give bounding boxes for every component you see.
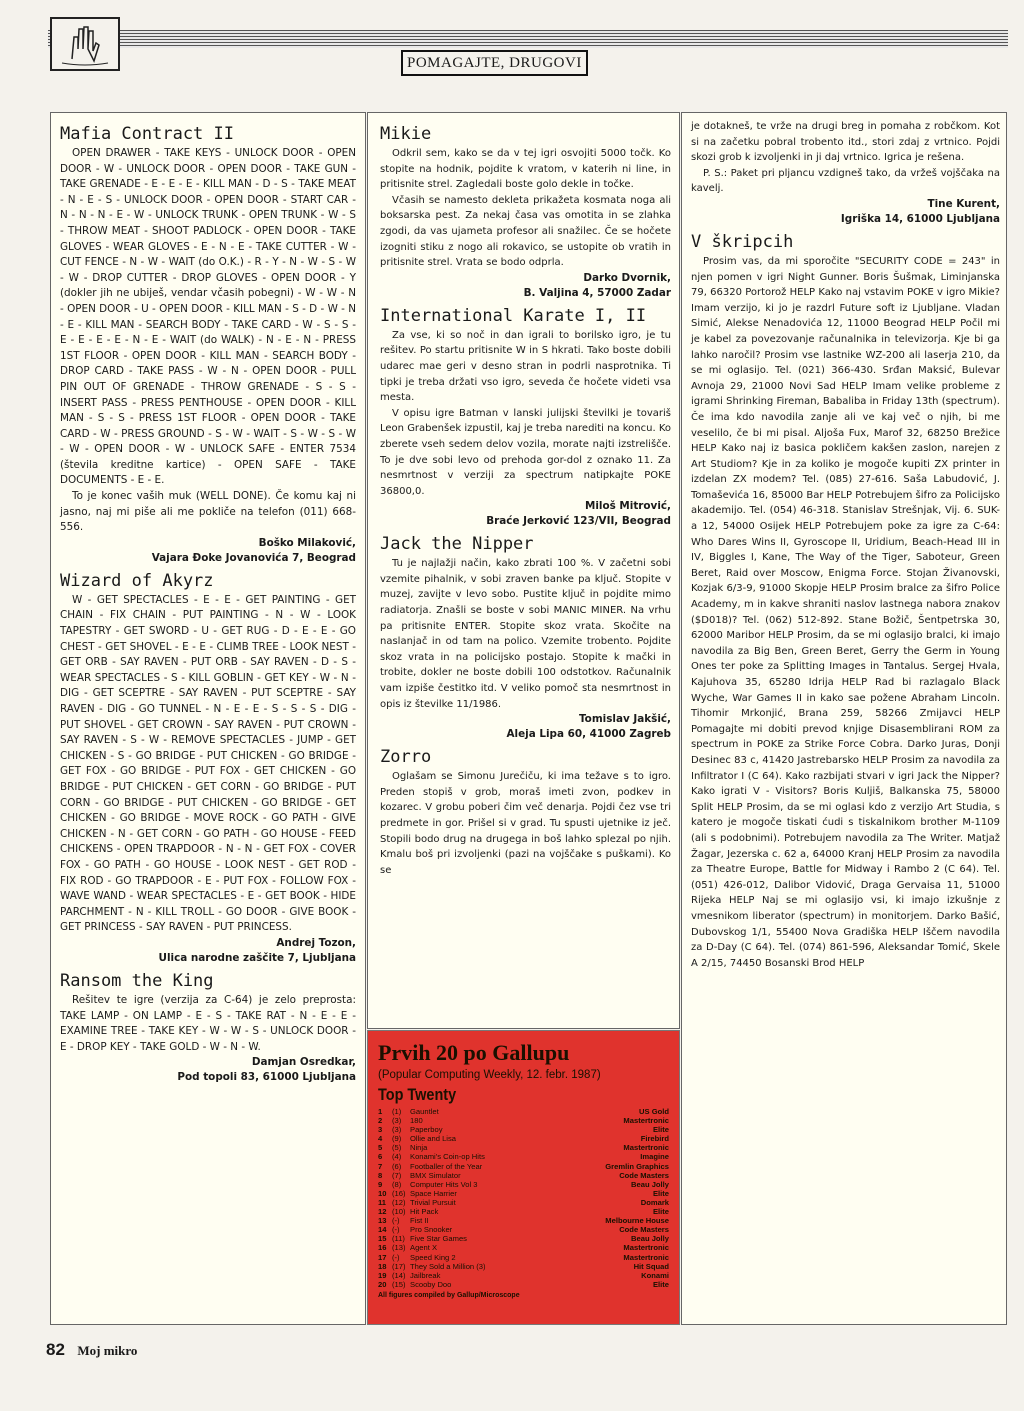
- chart-game-title: Computer Hits Vol 3: [410, 1179, 478, 1189]
- chart-game-title: Pro Snooker: [410, 1225, 453, 1235]
- chart-publisher: Hit Squad: [633, 1261, 669, 1271]
- article-title: Jack the Nipper: [380, 534, 534, 555]
- chart-prev-rank: (9): [392, 1134, 402, 1144]
- author-name: Darko Dvornik,: [583, 271, 671, 284]
- article-body: To je konec vaših muk (WELL DONE). Če komu kaj ni jasno, naj mi piše ali me pokliče na telefon (011) 668-556.: [60, 490, 356, 534]
- chart-rank: 6: [378, 1152, 383, 1162]
- column-logo: [50, 17, 120, 71]
- magazine-name: Moj mikro: [77, 1343, 138, 1358]
- chart-row: [378, 1125, 669, 1134]
- chart-prev-rank: (17): [392, 1261, 406, 1271]
- chart-rank: 2: [378, 1116, 383, 1126]
- author-name: Boško Milaković,: [258, 536, 356, 549]
- chart-row: [378, 1198, 669, 1207]
- article-body: Za vse, ki so noč in dan igrali to borilsko igro, je tu rešitev. Po startu pritisnite W in S hkrati. Tako boste dobili udarec mae geri v desno stran in podrli nasprotnika. Ti tipki je treba držati vso igro, seveda če hočete videti vsa mesta.: [380, 329, 671, 404]
- chart-row: [378, 1180, 669, 1189]
- chart-rank: 3: [378, 1125, 383, 1135]
- chart-rank: 14: [378, 1225, 387, 1235]
- chart-game-title: Konami's Coin-op Hits: [410, 1152, 485, 1162]
- column-middle: [367, 112, 680, 1029]
- article-body: V opisu igre Batman v lanski julijski številki je tovariš Leon Grabenšek izpustil, kaj je treba narediti na koncu. Ko zberete vseh sedem delov vozila, morate najti izstrelišče. To je dve sobi levo od prehoda gor-dol z oznako 11. Za nesmrtnost v verziji za spectrum natipkajte POKE 36800,0.: [380, 407, 671, 497]
- chart-rank: 10: [378, 1188, 387, 1198]
- chart-rank: 4: [378, 1134, 383, 1144]
- header-rule: [48, 30, 1008, 48]
- chart-rank: 19: [378, 1270, 387, 1280]
- chart-row: [378, 1162, 669, 1171]
- article-body: Oglašam se Simonu Jurečiču, ki ima težave s to igro. Preden stopiš v grob, moraš imeti zvon, podkev in kozarec. V grobu poberi čim več denarja. Pojdi čez vse tri predmete in gor. Prišel si v grad. Tu spusti ujetnike iz ječ. Stopili bodo drug na drugega in boš lahko splezal po njih. Kmalu boš pri izvoljenki (pazi na vojščake s puškami). Ko se: [380, 771, 671, 876]
- chart-rank: 9: [378, 1179, 383, 1189]
- article-title: Mafia Contract II: [60, 124, 234, 144]
- chart-row: [378, 1243, 669, 1252]
- chart-publisher: Code Masters: [619, 1170, 669, 1180]
- section-title: POMAGAJTE, DRUGOVI: [401, 50, 588, 76]
- chart-row: [378, 1171, 669, 1180]
- author-address: Braće Jerković 123/VII, Beograd: [486, 515, 671, 528]
- chart-publisher: Mastertronic: [623, 1243, 669, 1253]
- chart-rank: 1: [378, 1107, 383, 1116]
- chart-prev-rank: (7): [392, 1170, 402, 1180]
- chart-publisher: Elite: [652, 1125, 669, 1135]
- chart-subtitle: (Popular Computing Weekly, 12. febr. 1987): [378, 1069, 601, 1081]
- chart-prev-rank: (1): [392, 1107, 402, 1116]
- chart-publisher: Mastertronic: [623, 1143, 669, 1153]
- article-title: Wizard of Akyrz: [60, 570, 214, 591]
- chart-publisher: US Gold: [639, 1107, 669, 1116]
- author-address: Vajara Đoke Jovanovića 7, Beograd: [151, 551, 356, 564]
- article-body: Prosim vas, da mi sporočite "SECURITY CODE = 243" in njen pomen v igri Night Gunner. Boris Šušmak, Liminjanska 79, 66320 Portorož HELP Kako naj vstavim POKE v igro Mikie? Imam verzijo, ki jo je razdrl Future soft iz Ljubljane. Vladan Simić, Alekse Nenadovića 12, 11000 Beograd HELP Počil mi je kabel za povezovanje računalnika in televizorja. Kje bi ga lahko naročil? Prosim vse lastnike WZ-200 ali laserja 210, da se mi oglasijo. Tel. (021) 366-430. Srđan Maksić, Bulevar Avnoja 29, 21000 Novi Sad HELP Imam velike probleme z igrami Shrinking Fireman, Babaliba in Friday 13th (spectrum). Če ima kdo navodila zanje ali ve kaj več o njih, bi me veselilo, če bi mi pisal. Aljoša Fux, Marof 32, 68250 Brežice HELP Kako naj iz basica pokličem kakšen zaslon, narejen z Art Studiom? Kje in za koliko je mogoče kupiti ZX printer in izdelan ZX modem? Tel. (085) 27-616. Saša Labudović, J. Tomaševića 16, 85000 Bar HELP Potrebujem šifro za Policijsko akademijo. Tel. (054) 46-318. Stanislav Strešnjak, Vij. 6. SUK-a 12, 54000 Osijek HELP Potrebujem poke za igre za C-64: Who Dares Wins II, Gyroscope II, Uridium, Beach-Head III in IV, Biggles I, Kane, The Way of the Tiger, Saboteur, Green Beret, Raid over Moscow, Enigma Force. Stojan Živanovski, Kozjak 6/3-9, 91000 Skopje HELP Prosim bralce za šifro Police Academy, m in kakve shraniti naslov lastnega nabora znakov ($D018)? Tel. (062) 512-892. Stane Božič, Šentpetrska 30, 62000 Maribor HELP Prosim, da se mi oglasijo bralci, ki imajo navodila za Big Ben, Green Beret, Gerry the Germ in Young Ones ter poke za Splitting Images in Tantalus. Sergej Hvala, Kajuhova 35, 65280 Idrija HELP Rad bi razlagalo Black Wyche, War Games II in kako sae požene Abraham Lincoln. Tihomir Mrkonjić, Brana 259, 58266 Zmijavci HELP Pomagajte mi dobiti prevod knjige Disasemblirani ROM za spectrum in POKE za Strike Force Cobra. Darko Juras, Donji Desinec 83 c, 41420 Jastrebarsko HELP Prosim za navodila za Infiltrator I (C 64). Kako razbijati stvari v igri Jack the Nipper? Kako igrati V - Visitors? Boris Kuljiš, Balkanska 75, 58000 Split HELP Prosim, da se mi oglasi kdo z verzijo Art Studia, s katero je mogoče tiskati ćudi s tiskalnikom brother M-1109 (ali s podobnimi). Potrebujem navodila za The Writer. Matjaž Žagar, Jezerska c. 62 a, 64000 Kranj HELP Prosim za navodila za Theatre Europe, Battle for Midway i Rambo 2 (C 64). Tel. (051) 426-012, Dalibor Vidović, Draga Gervaisa 11, 51000 Rijeka HELP Naj se mi oglasijo vsi, ki imajo izkušnje z vmesnikom liberator (spectrum) in monitorjem. Darko Bašić, Dubovskog 1/1, 55400 Nova Gradiška HELP Iščem navodila za D-Day (C 64). Tel. (074) 861-596, Aleksandar Tomić, Skele A 2/15, 74450 Bosanski Brod HELP: [691, 255, 1000, 969]
- chart-row: [378, 1234, 669, 1243]
- chart-rank: 18: [378, 1261, 387, 1271]
- chart-game-title: Jailbreak: [410, 1270, 441, 1280]
- chart-prev-rank: (3): [392, 1125, 402, 1135]
- chart-game-title: Agent X: [410, 1243, 438, 1253]
- help-hand-icon: [52, 19, 118, 69]
- chart-publisher: Gremlin Graphics: [605, 1161, 669, 1171]
- chart-prev-rank: (-): [392, 1216, 400, 1226]
- chart-rank: 5: [378, 1143, 383, 1153]
- author-name: Miloš Mitrović,: [585, 500, 671, 513]
- chart-game-title: Hit Pack: [410, 1207, 439, 1217]
- chart-row: [378, 1107, 669, 1116]
- chart-rank: 17: [378, 1252, 387, 1262]
- chart-row: [378, 1225, 669, 1234]
- author-name: Tine Kurent,: [927, 197, 1000, 210]
- chart-publisher: Melbourne House: [605, 1216, 669, 1226]
- chart-publisher: Imagine: [640, 1152, 669, 1162]
- chart-rank: 13: [378, 1216, 387, 1226]
- chart-game-title: 180: [410, 1116, 423, 1126]
- chart-prev-rank: (8): [392, 1179, 402, 1189]
- author-address: B. Valjina 4, 57000 Zadar: [523, 286, 671, 299]
- article-body: Tu je najlažji način, kako zbrati 100 %. V začetni sobi vzemite pihalnik, v sobi zraven banke pa ključ. Stopite v muzej, zavijte v levo sobo. Pustite ključ in pojdite mimo radiatorja. Znašli se boste v sobi MANIC MINER. Na vrhu pa pritisnite ENTER. Stopite skoz vrata. Skočite na naslanjač in od tam na polico. Vzemite trobento. Pojdite skoz vrata in na policijsko postajo. Stopite k mački in trobite, dokler ne boste dobili 100 odstotkov. Računalnik vam izpiše čestitko itd. V veliko pomoč sta nesmrtnost in opis iz številke 11/1986.: [380, 558, 671, 710]
- article-body: W - GET SPECTACLES - E - E - GET PAINTING - GET CHAIN - FIX CHAIN - PUT PAINTING - N - W - LOOK TAPESTRY - GET SWORD - U - GET RUG - D - E - E - GO CHEST - GET SHOVEL - E - E - CLIMB TREE - LOOK NEST - GET ORB - SAY RAVEN - PUT ORB - SAY RAVEN - D - S - WEAR SPECTACLES - S - KILL GOBLIN - GET KEY - W - N - DIG - GET SCEPTRE - SAY RAVEN - PUT SCEPTRE - SAY RAVEN - DIG - GO TUNNEL - N - E - E - S - S - S - DIG - PUT SHOVEL - GET CROWN - SAY RAVEN - PUT CROWN - SAY RAVEN - S - W - REMOVE SPECTACLES - JUMP - GET CHICKEN - S - GO BRIDGE - PUT CHICKEN - GO BRIDGE - GET FOX - GO BRIDGE - PUT FOX - GET CHICKEN - GO BRIDGE - PUT CHICKEN - GET CORN - GO BRIDGE - PUT CORN - GO BRIDGE - PUT CHICKEN - GO BRIDGE - GET CHICKEN - GO BRIDGE - MOVE ROCK - GO PATH - GIVE CHICKEN - N - GET CORN - GO PATH - GO HOUSE - FEED CHICKENS - OPEN TRAPDOOR - N - N - GET FOX - COVER FOX - GO PATH - GO HOUSE - LOOK NEST - GET ROD - FIX ROD - GO TRAPDOOR - E - PUT FOX - FOLLOW FOX - WAVE WAND - WEAR SPECTACLES - E - GET BOOK - HIDE PARCHMENT - N - KILL TROLL - GO DOOR - GIVE BOOK - GET PRINCESS - SAY RAVEN - PUT PRINCESS.: [60, 593, 356, 934]
- chart-game-title: Footballer of the Year: [410, 1161, 483, 1171]
- chart-list: [378, 1107, 669, 1289]
- chart-game-title: Paperboy: [410, 1125, 443, 1135]
- chart-rank: 16: [378, 1243, 387, 1253]
- column-left: [50, 112, 366, 1325]
- chart-game-title: Space Harrier: [410, 1188, 457, 1198]
- chart-prev-rank: (4): [392, 1152, 402, 1162]
- chart-publisher: Elite: [652, 1188, 669, 1198]
- article-body: OPEN DRAWER - TAKE KEYS - UNLOCK DOOR - OPEN DOOR - W - UNLOCK DOOR - OPEN DOOR - TAKE GUN - TAKE GRENADE - E - E - E - KILL MAN - D - S - TAKE MEAT - N - E - S - UNLOCK DOOR - OPEN DOOR - START CAR - N - N - N - E - W - UNLOCK TRUNK - OPEN TRUNK - W - S - THROW MEAT - SHOOT PADLOCK - OPEN DOOR - TAKE GLOVES - WEAR GLOVES - E - N - E - TAKE CUTTER - W - CUT FENCE - N - W - WAIT (do O.K.) - R - Y - N - W - S - W - W - DROP CUTTER - DROP GLOVES - OPEN DOOR - Y (dokler jih ne ubiješ, vendar včasih pobegni) - W - W - N - OPEN DOOR - U - OPEN DOOR - KILL MAN - S - D - W - N - E - KILL MAN - SEARCH BODY - TAKE CARD - W - S - S - E - E - E - E - N - E - WAIT (do WALK) - N - E - N - PRESS 1ST FLOOR - OPEN DOOR - KILL MAN - SEARCH BODY - DROP CARD - TAKE PASS - W - N - OPEN DOOR - PULL PIN OUT OF GRENADE - THROW GRENADE - S - S - INSERT PASS - PRESS PENTHOUSE - OPEN DOOR - KILL MAN - S - S - PRESS 1ST FLOOR - OPEN DOOR - TAKE CARD - W - PRESS GROUND - S - W - WAIT - S - W - S - W - W - OPEN DOOR - W - UNLOCK SAFE - ENTER 7534 (števila kreditne kartice) - OPEN SAFE - TAKE DOCUMENTS - E - E.: [60, 147, 356, 487]
- chart-publisher: Domark: [640, 1197, 669, 1207]
- article-body: Včasih se namesto dekleta prikažeta kosmata noga ali boksarska pest. Za nekaj časa vas omotita in se zlahka zgodi, da vas ujameta profesor ali snažilec. Če se hočete izogniti stiku z nogo ali rokavico, se ustopite ob vratih in pritisnite strel. Vrata se bodo odprla.: [380, 194, 671, 269]
- article-body: Rešitev te igre (verzija za C-64) je zelo preprosta: TAKE LAMP - ON LAMP - E - S - TAKE RAT - N - E - E - EXAMINE TREE - TAKE KEY - W - W - S - UNLOCK DOOR - E - DROP KEY - TAKE GOLD - W - N - W.: [60, 993, 356, 1053]
- chart-prev-rank: (14): [392, 1270, 406, 1280]
- article-body: P. S.: Paket pri pljancu vzdigneš tako, da vržeš vojščaka na kavelj.: [691, 167, 1000, 195]
- author-name: Andrej Tozon,: [276, 936, 356, 949]
- chart-game-title: Scooby Doo: [410, 1279, 452, 1289]
- column-right: [681, 112, 1007, 1325]
- chart-publisher: Firebird: [640, 1134, 669, 1144]
- chart-game-title: Ninja: [410, 1143, 428, 1153]
- chart-game-title: Speed King 2: [410, 1252, 456, 1262]
- chart-prev-rank: (6): [392, 1161, 402, 1171]
- author-address: Pod topoli 83, 61000 Ljubljana: [177, 1071, 356, 1084]
- chart-publisher: Elite: [652, 1207, 669, 1217]
- author-address: Ulica narodne zaščite 7, Ljubljana: [158, 951, 356, 964]
- chart-game-title: Five Star Games: [410, 1234, 467, 1244]
- chart-prev-rank: (12): [392, 1197, 406, 1207]
- author-name: Damjan Osredkar,: [251, 1056, 356, 1069]
- chart-row: [378, 1189, 669, 1198]
- chart-publisher: Mastertronic: [623, 1252, 669, 1262]
- chart-publisher: Beau Jolly: [631, 1234, 669, 1244]
- chart-prev-rank: (5): [392, 1143, 402, 1153]
- chart-footnote: All figures compiled by Gallup/Microscope: [378, 1291, 520, 1299]
- chart-prev-rank: (11): [392, 1234, 405, 1244]
- chart-rank: 11: [378, 1197, 387, 1207]
- chart-prev-rank: (-): [392, 1225, 400, 1235]
- author-address: Igriška 14, 61000 Ljubljana: [840, 212, 1000, 225]
- chart-prev-rank: (10): [392, 1207, 406, 1217]
- author-name: Tomislav Jakšić,: [578, 713, 671, 726]
- chart-rank: 20: [378, 1279, 387, 1289]
- chart-rank: 7: [378, 1161, 383, 1171]
- chart-prev-rank: (-): [392, 1252, 400, 1262]
- chart-game-title: BMX Simulator: [410, 1170, 461, 1180]
- chart-row: [378, 1271, 669, 1280]
- article-title: V škripcih: [691, 231, 794, 252]
- chart-row: [378, 1143, 669, 1152]
- chart-row: [378, 1253, 669, 1262]
- chart-row: [378, 1216, 669, 1225]
- chart-publisher: Konami: [641, 1270, 669, 1280]
- chart-rank: 8: [378, 1170, 383, 1180]
- top-twenty-chart: [367, 1030, 680, 1325]
- chart-game-title: Gauntlet: [410, 1107, 439, 1116]
- chart-prev-rank: (16): [392, 1188, 406, 1198]
- chart-publisher: Beau Jolly: [631, 1179, 669, 1189]
- author-address: Aleja Lipa 60, 41000 Zagreb: [506, 728, 671, 741]
- chart-game-title: They Sold a Million (3): [410, 1261, 486, 1271]
- chart-rank: 12: [378, 1207, 387, 1217]
- article-title: Zorro: [380, 747, 432, 768]
- chart-game-title: Fist II: [410, 1216, 429, 1226]
- chart-row: [378, 1134, 669, 1143]
- article-title: International Karate I, II: [380, 305, 647, 326]
- page-footer: [46, 1340, 137, 1360]
- chart-publisher: Mastertronic: [623, 1116, 669, 1126]
- chart-row: [378, 1262, 669, 1271]
- article-title: Mikie: [380, 124, 432, 144]
- chart-header: Top Twenty: [378, 1085, 457, 1104]
- chart-row: [378, 1116, 669, 1125]
- chart-prev-rank: (3): [392, 1116, 402, 1126]
- chart-publisher: Elite: [652, 1279, 669, 1289]
- chart-game-title: Ollie and Lisa: [410, 1134, 457, 1144]
- chart-game-title: Trivial Pursuit: [410, 1197, 456, 1207]
- page-number: 82: [46, 1340, 65, 1359]
- chart-prev-rank: (13): [392, 1243, 406, 1253]
- chart-row: [378, 1152, 669, 1161]
- article-body: Odkril sem, kako se da v tej igri osvojiti 5000 točk. Ko stopite na hodnik, pojdite k vratom, v katerih ni line, in pritisnite strel. Zagledali boste golo dekle in točke.: [380, 148, 671, 191]
- article-title: Ransom the King: [60, 970, 214, 991]
- chart-row: [378, 1280, 669, 1289]
- article-body: je dotakneš, te vrže na drugi breg in pomaha z robčkom. Kot si na začetku pobral trobento itd., stori zdaj z vrtnico. Pojdi skozi grob k izvoljenki in ji daj vrtnico. Igrica je rešena.: [691, 121, 1000, 164]
- chart-publisher: Code Masters: [619, 1225, 669, 1235]
- chart-prev-rank: (15): [392, 1279, 406, 1289]
- chart-row: [378, 1207, 669, 1216]
- chart-rank: 15: [378, 1234, 387, 1244]
- chart-title: Prvih 20 po Gallupu: [378, 1040, 570, 1065]
